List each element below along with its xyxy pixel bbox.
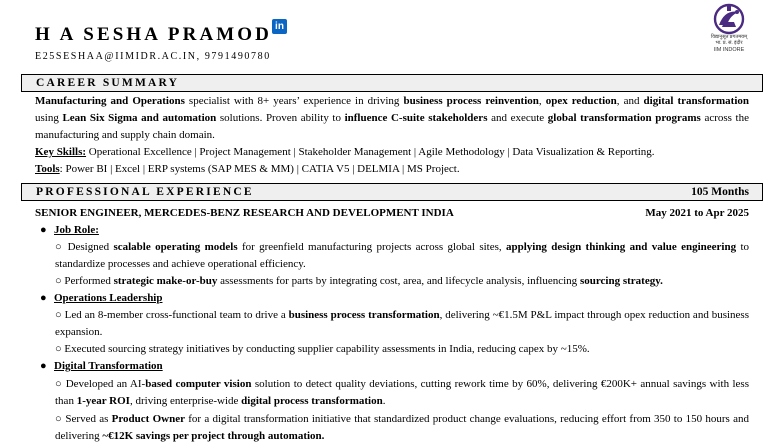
- item-bold: digital process transformation: [241, 395, 383, 407]
- item-bold: Product Owner: [111, 413, 185, 425]
- summary-text: , and: [616, 95, 644, 107]
- job-title: SENIOR ENGINEER, MERCEDES-BENZ RESEARCH AND DEVELOPMENT INDIA: [35, 207, 454, 219]
- item-bold: sourcing strategy.: [579, 275, 663, 287]
- summary-paragraph: [35, 93, 749, 144]
- summary-text: solutions. Proven ability to: [216, 112, 345, 124]
- subsection-heading: [40, 358, 163, 375]
- key-skills-label: Key Skills:: [35, 146, 87, 158]
- item-text: ○ Led an 8-member cross-functional team to drive a: [55, 309, 289, 321]
- linkedin-icon[interactable]: in: [272, 19, 287, 34]
- tools-line: [35, 161, 460, 178]
- list-item: [55, 376, 749, 410]
- item-bold: scalable operating models: [113, 241, 238, 253]
- key-skills-text: Operational Excellence | Project Management | Stakeholder Management | Agile Methodology | Data Visualization & Reporting.: [86, 146, 655, 158]
- iim-emblem-icon: [710, 3, 748, 35]
- summary-bold: global transformation programs: [547, 112, 701, 124]
- summary-bold: opex reduction: [545, 95, 617, 107]
- item-text: solution to detect quality deviations, cutting rework time by 60%, delivering €200K+ annual savings with less than: [55, 378, 749, 407]
- subsection-heading: [40, 290, 162, 307]
- item-text: , driving enterprise-wide: [129, 395, 242, 407]
- contact-info: E25SESHAA@IIMIDR.AC.IN, 9791490780: [35, 51, 271, 62]
- item-bold: 1-year ROI: [76, 395, 130, 407]
- list-item: [55, 411, 749, 445]
- summary-bold: Manufacturing and Operations: [35, 95, 185, 107]
- item-bold: applying design thinking and value engineering: [505, 241, 737, 253]
- summary-text: specialist with 8+ years’ experience in driving: [184, 95, 404, 107]
- tools-label: Tools: [35, 163, 60, 175]
- summary-text: and execute: [487, 112, 548, 124]
- item-text: for a digital transformation initiative that standardized product change evaluations, reducing effort from 350 to 150 hours and delivering: [55, 413, 749, 442]
- tools-text: : Power BI | Excel | ERP systems (SAP MES & MM) | CATIA V5 | DELMIA | MS Project.: [59, 163, 460, 175]
- item-text: to standardize processes and achieve operational efficiency.: [55, 241, 750, 270]
- list-item: [55, 239, 749, 273]
- logo-english-name: IIM INDORE: [713, 47, 745, 53]
- item-text: ○ Designed: [55, 241, 114, 253]
- item-text: ○ Executed sourcing strategy initiatives by conducting supplier capability assessments in India, reducing capex by ~15%.: [55, 343, 590, 355]
- logo-motto: विद्यानुसूत प्रगतमयम्: [710, 35, 748, 40]
- experience-header: [21, 183, 763, 201]
- item-text: ○ Developed an AI-: [55, 378, 146, 390]
- summary-bold: business process reinvention: [403, 95, 539, 107]
- job-header: [35, 205, 749, 222]
- item-text: ○ Performed: [55, 275, 114, 287]
- section-title: CAREER SUMMARY: [36, 77, 180, 89]
- experience-duration: 105 Months: [691, 186, 749, 198]
- item-text: , delivering ~€1.5M P&L impact through opex reduction and business expansion.: [55, 309, 749, 338]
- summary-bold: influence C-suite stakeholders: [344, 112, 488, 124]
- summary-bold: Lean Six Sigma and automation: [62, 112, 217, 124]
- item-bold: ~€12K savings per project through automation.: [102, 430, 325, 442]
- item-text: for greenfield manufacturing projects across global sites,: [237, 241, 506, 253]
- bullet-icon: ●: [40, 292, 47, 304]
- list-item: [55, 307, 749, 341]
- summary-bold: digital transformation: [643, 95, 749, 107]
- item-text: ○ Served as: [55, 413, 112, 425]
- item-text: .: [382, 395, 386, 407]
- bullet-icon: ●: [40, 224, 47, 236]
- section-title: PROFESSIONAL EXPERIENCE: [36, 186, 254, 198]
- iim-indore-logo: [706, 3, 752, 59]
- subsection-heading: [40, 222, 99, 239]
- career-summary-header: [21, 74, 763, 92]
- item-text: assessments for parts by integrating cost, area, and lifecycle analysis, influencing: [217, 275, 580, 287]
- bullet-icon: ●: [40, 360, 47, 372]
- summary-text: ,: [538, 95, 546, 107]
- item-bold: business process transformation: [288, 309, 440, 321]
- list-item: [55, 341, 749, 358]
- key-skills-line: [35, 144, 655, 161]
- subsection-title: Operations Leadership: [54, 292, 163, 304]
- summary-text: across the manufacturing and supply chain domain.: [35, 112, 749, 141]
- subsection-title: Digital Transformation: [54, 360, 163, 372]
- item-bold: strategic make-or-buy: [113, 275, 218, 287]
- item-bold: based computer vision: [145, 378, 252, 390]
- list-item: [55, 273, 749, 290]
- summary-text: using: [35, 112, 63, 124]
- job-dates: May 2021 to Apr 2025: [645, 207, 749, 219]
- subsection-title: Job Role:: [54, 224, 99, 236]
- candidate-name: H A SESHA PRAMOD: [35, 24, 272, 45]
- logo-hindi-name: भा. प्र. सं. इंदौर: [715, 41, 743, 46]
